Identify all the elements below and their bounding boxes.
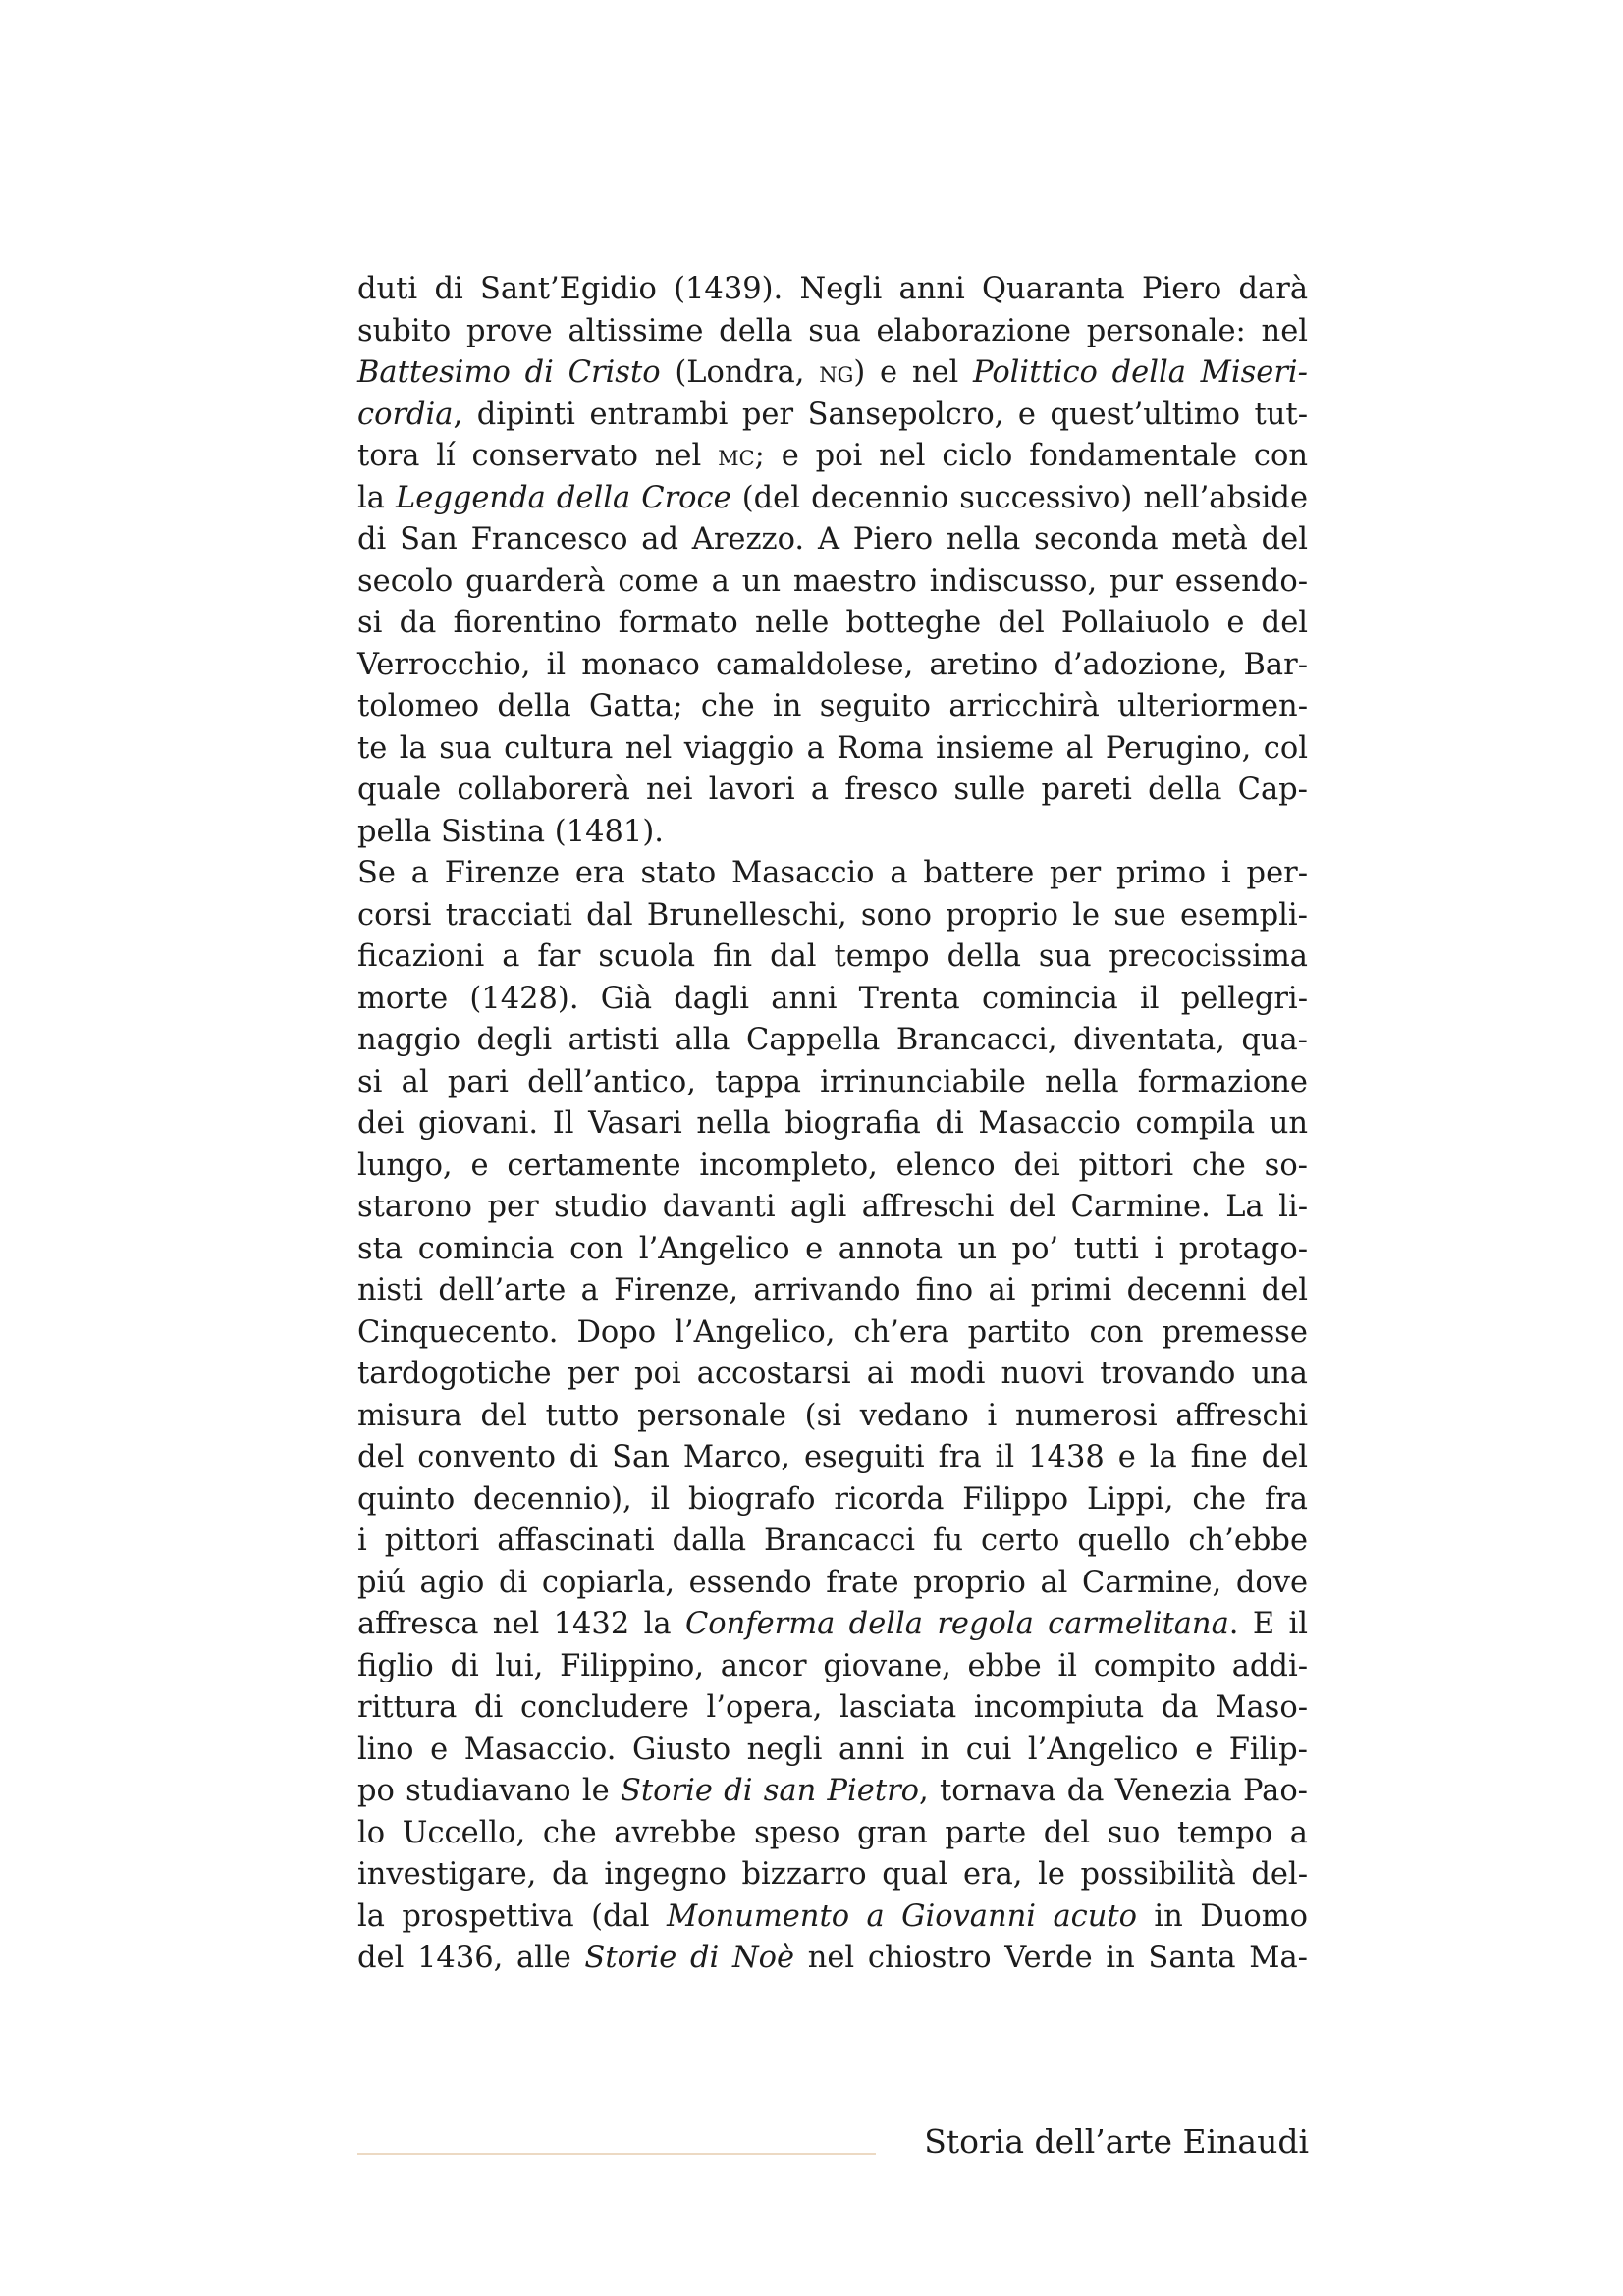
text-line: rittura di concludere l’opera, lasciata incompiuta da Maso-: [357, 1690, 1308, 1725]
text-line: po studiavano le Storie di san Pietro, tornava da Venezia Pao-: [357, 1774, 1308, 1808]
footer-title: Storia dell’arte Einaudi: [924, 2122, 1309, 2161]
text-line: morte (1428). Già dagli anni Trenta comincia il pellegri-: [357, 981, 1308, 1016]
text-line: misura del tutto personale (si vedano i numerosi affreschi: [357, 1398, 1308, 1433]
text-line: Cinquecento. Dopo l’Angelico, ch’era partito con premesse: [357, 1314, 1308, 1350]
text-line: del convento di San Marco, eseguiti fra il 1438 e la fine del: [357, 1440, 1308, 1474]
text-line: lino e Masaccio. Giusto negli anni in cui l’Angelico e Filip-: [357, 1732, 1308, 1767]
text-line: tora lí conservato nel mc; e poi nel ciclo fondamentale con: [357, 439, 1308, 473]
text-line: lo Uccello, che avrebbe speso gran parte del suo tempo a: [357, 1815, 1308, 1850]
text-line: cordia, dipinti entrambi per Sansepolcro, e quest’ultimo tut-: [357, 397, 1308, 432]
text-line: naggio degli artisti alla Cappella Brancacci, diventata, qua-: [357, 1023, 1308, 1057]
text-line: ficazioni a far scuola fin dal tempo della sua precocissima: [357, 939, 1308, 974]
text-line: tolomeo della Gatta; che in seguito arricchirà ulteriormen-: [357, 689, 1308, 723]
text-line: subito prove altissime della sua elaborazione personale: nel: [357, 313, 1308, 348]
text-line: te la sua cultura nel viaggio a Roma insieme al Perugino, col: [357, 730, 1308, 766]
text-line: i pittori affascinati dalla Brancacci fu certo quello ch’ebbe: [357, 1523, 1308, 1558]
text-line: nisti dell’arte a Firenze, arrivando fino ai primi decenni del: [357, 1273, 1308, 1308]
text-line: Battesimo di Cristo (Londra, ng) e nel Polittico della Miseri-: [357, 355, 1308, 390]
text-line: di San Francesco ad Arezzo. A Piero nella seconda metà del: [357, 522, 1308, 557]
text-line: la Leggenda della Croce (del decennio successivo) nell’abside: [357, 480, 1309, 515]
text-line: Se a Firenze era stato Masaccio a battere per primo i per-: [357, 856, 1308, 890]
text-line: figlio di lui, Filippino, ancor giovane, ebbe il compito addi-: [357, 1648, 1308, 1683]
text-line: Verrocchio, il monaco camaldolese, aretino d’adozione, Bar-: [357, 647, 1308, 682]
text-line: la prospettiva (dal Monumento a Giovanni acuto in Duomo: [357, 1898, 1308, 1934]
text-line: quinto decennio), il biografo ricorda Filippo Lippi, che fra: [357, 1481, 1308, 1517]
text-line: del 1436, alle Storie di Noè nel chiostro Verde in Santa Ma-: [357, 1941, 1308, 1975]
text-line: si al pari dell’antico, tappa irrinunciabile nella formazione: [357, 1064, 1308, 1099]
text-line: piú agio di copiarla, essendo frate proprio al Carmine, dove: [357, 1565, 1308, 1600]
text-line: sta comincia con l’Angelico e annota un po’ tutti i protago-: [357, 1231, 1308, 1266]
text-line: duti di Sant’Egidio (1439). Negli anni Quaranta Piero darà: [357, 272, 1308, 306]
text-line: tardogotiche per poi accostarsi ai modi nuovi trovando una: [357, 1357, 1308, 1391]
text-line: pella Sistina (1481).: [357, 814, 664, 849]
footer-rule: [357, 2153, 876, 2155]
text-line: starono per studio davanti agli affreschi del Carmine. La li-: [357, 1190, 1308, 1224]
text-line: lungo, e certamente incompleto, elenco dei pittori che so-: [357, 1148, 1308, 1183]
text-line: dei giovani. Il Vasari nella biografia di Masaccio compila un: [357, 1106, 1308, 1141]
text-line: si da fiorentino formato nelle botteghe del Pollaiuolo e del: [357, 606, 1308, 640]
body-text: [357, 269, 1308, 1980]
text-line: investigare, da ingegno bizzarro qual era, le possibilità del-: [357, 1857, 1308, 1892]
text-line: affresca nel 1432 la Conferma della regola carmelitana. E il: [357, 1607, 1308, 1641]
text-line: corsi tracciati dal Brunelleschi, sono proprio le sue esempli-: [357, 897, 1308, 933]
text-line: quale collaborerà nei lavori a fresco sulle pareti della Cap-: [357, 773, 1308, 807]
text-line: secolo guarderà come a un maestro indiscusso, pur essendo-: [357, 563, 1308, 599]
